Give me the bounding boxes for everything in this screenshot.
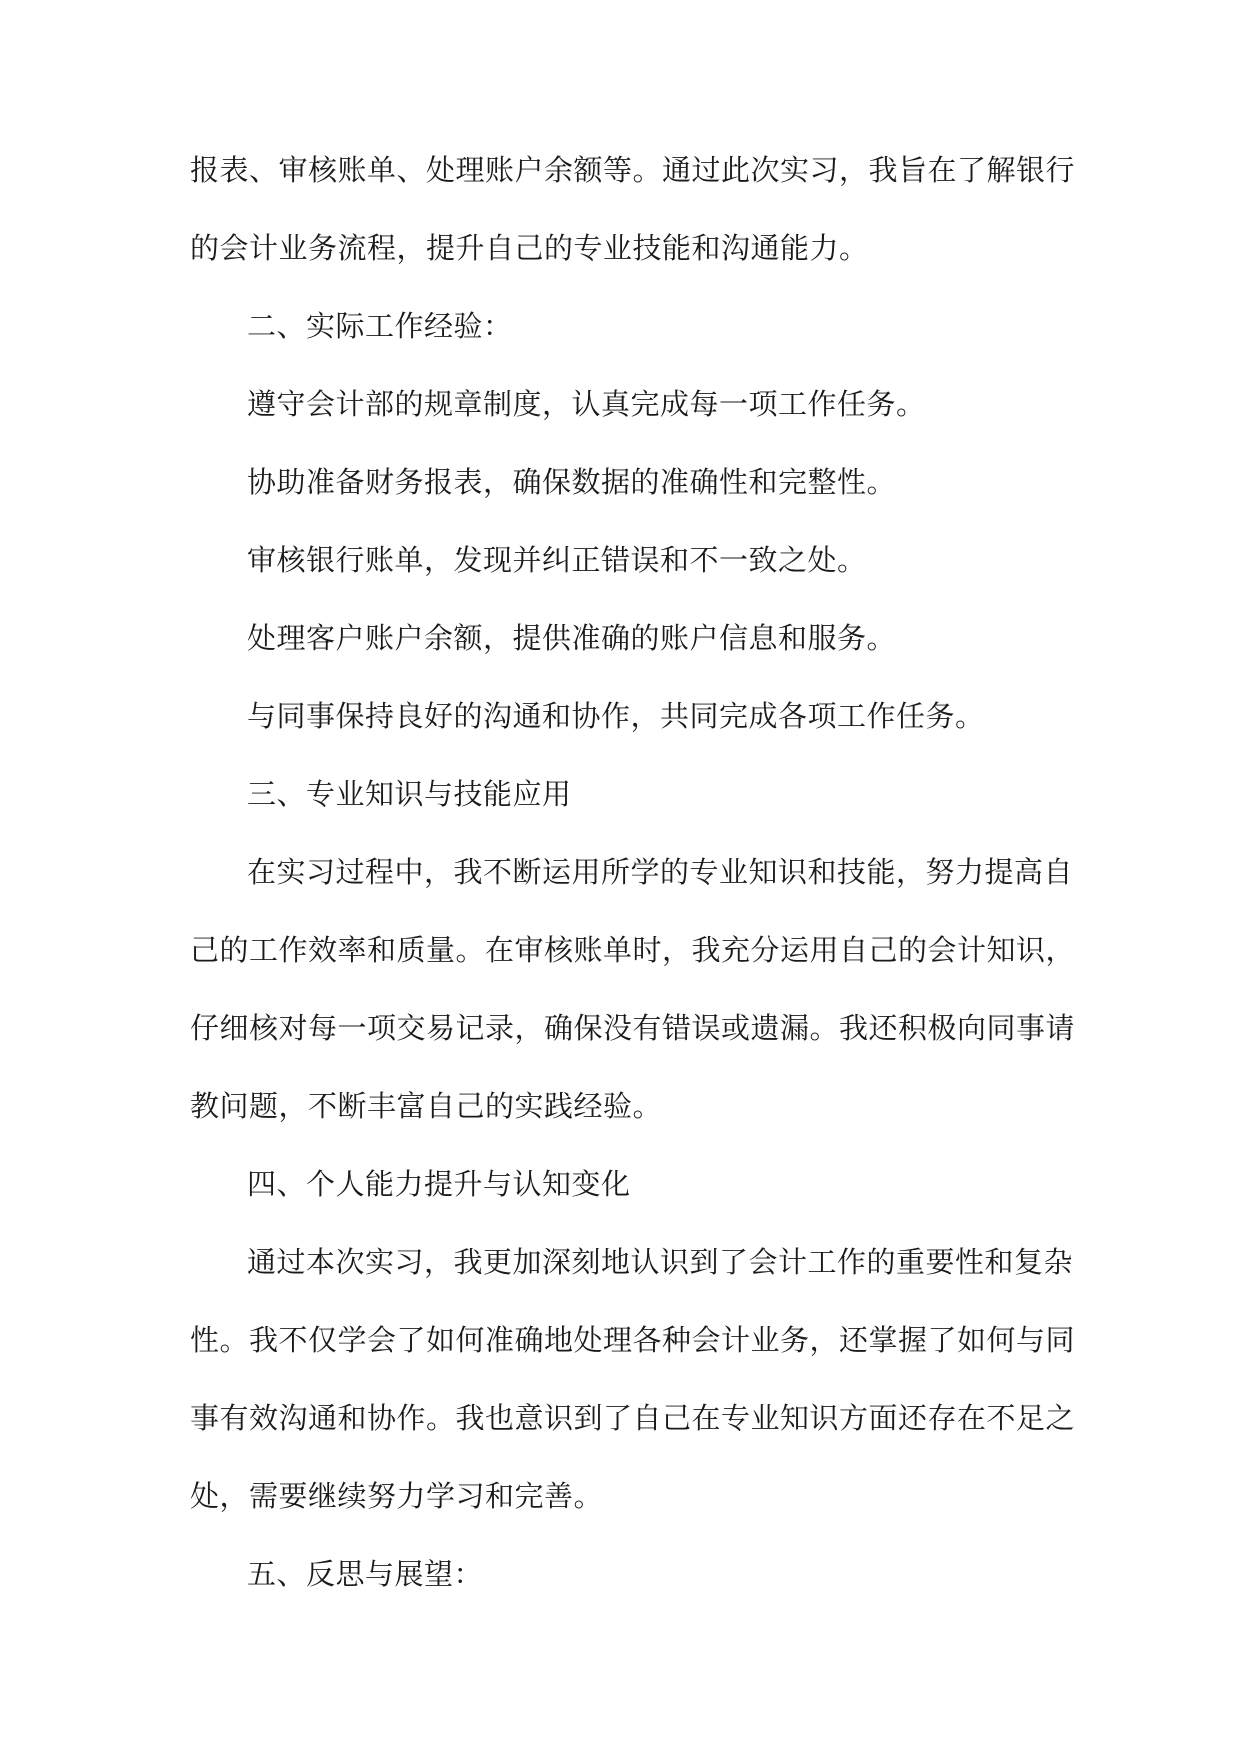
list-item: 遵守会计部的规章制度，认真完成每一项工作任务。 [247,387,926,421]
list-item: 审核银行账单，发现并纠正错误和不一致之处。 [247,543,867,577]
paragraph-line: 性。我不仅学会了如何准确地处理各种会计业务，还掌握了如何与同 [190,1323,1076,1357]
paragraph-line: 仔细核对每一项交易记录，确保没有错误或遗漏。我还积极向同事请 [190,1011,1076,1045]
paragraph-line: 事有效沟通和协作。我也意识到了自己在专业知识方面还存在不足之 [190,1401,1076,1435]
section-heading: 五、反思与展望： [247,1557,484,1591]
paragraph-line: 在实习过程中，我不断运用所学的专业知识和技能，努力提高自 [247,855,1074,889]
list-item: 与同事保持良好的沟通和协作，共同完成各项工作任务。 [247,699,985,733]
paragraph-line: 报表、审核账单、处理账户余额等。通过此次实习，我旨在了解银行 [190,153,1076,187]
section-heading: 二、实际工作经验： [247,309,513,343]
paragraph-line: 的会计业务流程，提升自己的专业技能和沟通能力。 [190,231,869,265]
paragraph-line: 教问题，不断丰富自己的实践经验。 [190,1089,663,1123]
paragraph-line: 通过本次实习，我更加深刻地认识到了会计工作的重要性和复杂 [247,1245,1074,1279]
paragraph-line: 己的工作效率和质量。在审核账单时，我充分运用自己的会计知识， [190,933,1076,967]
section-heading: 三、专业知识与技能应用 [247,777,572,811]
section-heading: 四、个人能力提升与认知变化 [247,1167,631,1201]
list-item: 协助准备财务报表，确保数据的准确性和完整性。 [247,465,897,499]
paragraph-line: 处，需要继续努力学习和完善。 [190,1479,604,1513]
list-item: 处理客户账户余额，提供准确的账户信息和服务。 [247,621,897,655]
